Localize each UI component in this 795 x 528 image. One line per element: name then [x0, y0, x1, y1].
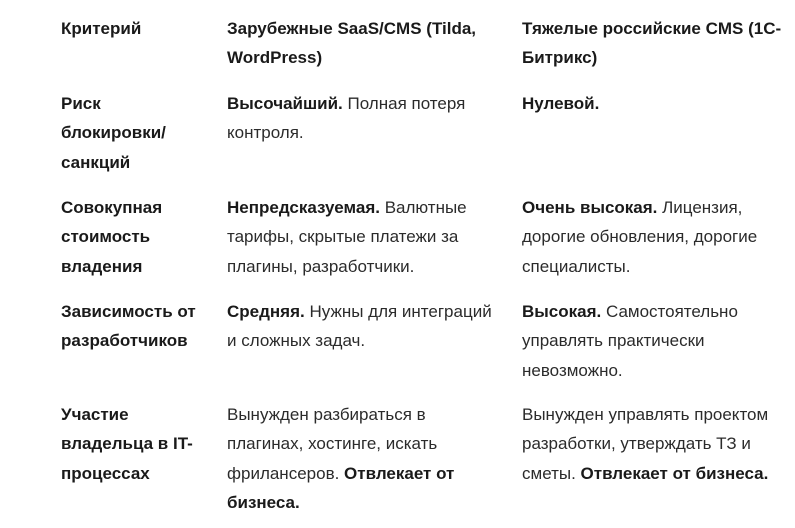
russian-detail: Лицензия, дорогие обновления, дорогие специалисты.: [522, 198, 758, 276]
row-criterion: [61, 89, 196, 177]
row-russian-cell: [522, 297, 784, 385]
row-foreign-cell: [227, 400, 502, 517]
row-criterion: [61, 400, 196, 488]
criterion-text: Участие владельца в IT-процессах: [61, 405, 193, 483]
row-criterion: [61, 297, 196, 356]
row-foreign-cell: [227, 297, 502, 356]
foreign-verdict: Отвлекает от бизнеса.: [227, 463, 455, 512]
header-criterion: Критерий: [61, 19, 142, 38]
foreign-verdict: Непредсказуемая.: [227, 198, 380, 217]
header-russian-cms: Тяжелые российские CMS (1С-Битрикс): [522, 19, 782, 68]
foreign-detail: Нужны для интеграций и сложных задач.: [227, 302, 492, 351]
foreign-verdict: Средняя.: [227, 302, 305, 321]
criterion-text: Риск блокировки/санкций: [61, 94, 166, 172]
russian-detail: Самостоятельно управлять практически невозможно.: [522, 302, 738, 380]
foreign-detail: Валютные тарифы, скрытые платежи за плагины, разработчики.: [227, 198, 467, 276]
russian-detail: Вынужден управлять проектом разработки, утверждать ТЗ и сметы.: [522, 405, 769, 483]
row-criterion: [61, 193, 196, 281]
row-foreign-cell: [227, 89, 502, 148]
foreign-verdict: Высочайший.: [227, 94, 343, 113]
russian-verdict: Отвлекает от бизнеса.: [580, 463, 769, 483]
row-russian-cell: [522, 193, 784, 281]
header-foreign-cms: Зарубежные SaaS/CMS (Tilda, WordPress): [227, 19, 477, 68]
criterion-text: Зависимость от разработчиков: [61, 302, 196, 351]
foreign-detail: Вынужден разбираться в плагинах, хостинге, искать фрилансеров.: [227, 405, 438, 483]
russian-verdict: Очень высокая.: [522, 198, 658, 217]
row-russian-cell: [522, 89, 784, 118]
row-foreign-cell: [227, 193, 502, 281]
russian-verdict: Нулевой.: [522, 94, 600, 113]
foreign-detail: Полная потеря контроля.: [227, 94, 466, 143]
russian-verdict: Высокая.: [522, 302, 602, 321]
criterion-text: Совокупная стоимость владения: [61, 198, 163, 276]
row-russian-cell: [522, 400, 784, 488]
